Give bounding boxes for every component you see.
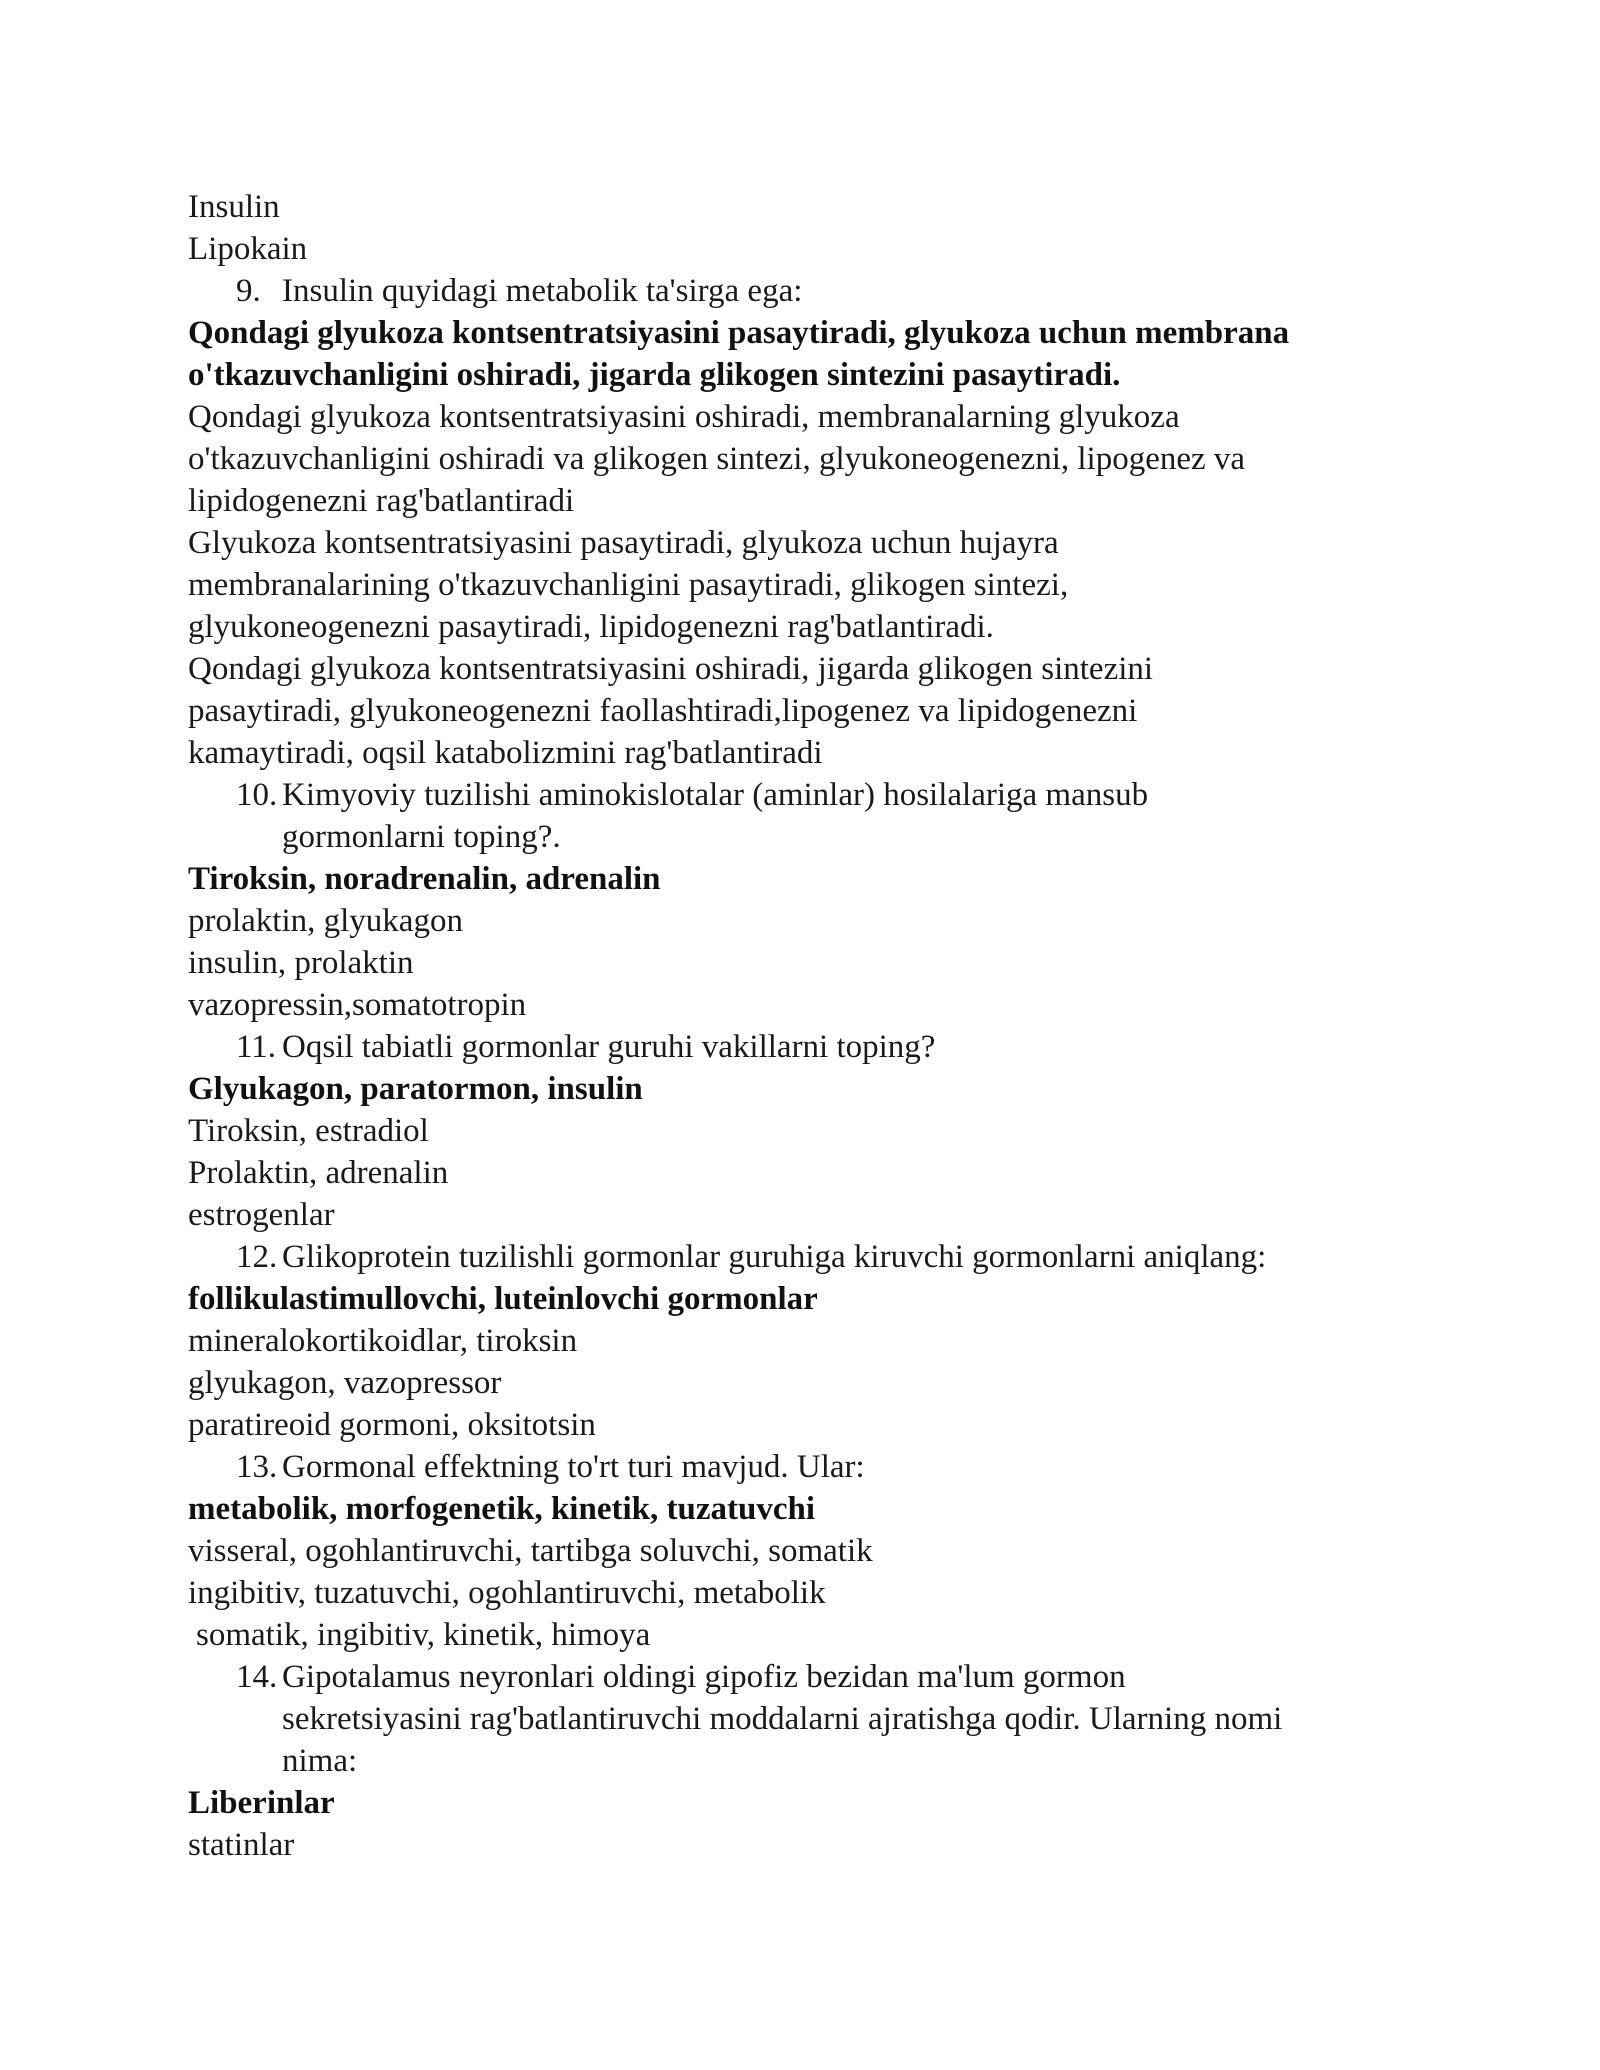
answer-option: membranalarining o'tkazuvchanligini pasaytiradi, glikogen sintezi, [188,567,1069,603]
correct-answer: Glyukagon, paratormon, insulin [188,1071,643,1107]
question-10 [188,774,1438,858]
answer-option: Lipokain [188,231,308,267]
question-13 [188,1446,1438,1488]
correct-answer: Liberinlar [188,1785,335,1821]
answer-option: kamaytiradi, oqsil katabolizmini rag'batlantiradi [188,735,823,771]
answer-option: prolaktin, glyukagon [188,903,463,939]
question-number: 11. [236,1029,277,1065]
correct-answer: follikulastimullovchi, luteinlovchi gormonlar [188,1281,818,1317]
question-text: Oqsil tabiatli gormonlar guruhi vakillarni toping? [282,1029,936,1065]
question-number: 9. [236,273,261,309]
answer-option: ingibitiv, tuzatuvchi, ogohlantiruvchi, metabolik [188,1575,826,1611]
answer-option: Qondagi glyukoza kontsentratsiyasini oshiradi, membranalarning glyukoza [188,399,1180,435]
question-14 [188,1656,1438,1782]
answer-option: Glyukoza kontsentratsiyasini pasaytiradi, glyukoza uchun hujayra [188,525,1059,561]
answer-option: glyukagon, vazopressor [188,1365,502,1401]
answer-option: lipidogenezni rag'batlantiradi [188,483,575,519]
answer-option: o'tkazuvchanligini oshiradi va glikogen sintezi, glyukoneogenezni, lipogenez va [188,441,1246,477]
answer-option: somatik, ingibitiv, kinetik, himoya [196,1617,651,1653]
answer-option: paratireoid gormoni, oksitotsin [188,1407,596,1443]
document-page [188,186,1438,1866]
correct-answer: o'tkazuvchanligini oshiradi, jigarda glikogen sintezini pasaytiradi. [188,357,1121,393]
question-text: Gormonal effektning to'rt turi mavjud. Ular: [282,1449,865,1485]
answer-option: estrogenlar [188,1197,335,1233]
question-number: 14. [236,1659,278,1695]
correct-answer: Tiroksin, noradrenalin, adrenalin [188,861,661,897]
answer-option: pasaytiradi, glyukoneogenezni faollashtiradi,lipogenez va lipidogenezni [188,693,1138,729]
answer-option: visseral, ogohlantiruvchi, tartibga soluvchi, somatik [188,1533,873,1569]
answer-option: Qondagi glyukoza kontsentratsiyasini oshiradi, jigarda glikogen sintezini [188,651,1154,687]
correct-answer: Qondagi glyukoza kontsentratsiyasini pasaytiradi, glyukoza uchun membrana [188,315,1290,351]
question-text: Insulin quyidagi metabolik ta'sirga ega: [282,273,803,309]
question-11 [188,1026,1438,1068]
answer-option: statinlar [188,1827,295,1863]
answer-option: vazopressin,somatotropin [188,987,527,1023]
answer-option: mineralokortikoidlar, tiroksin [188,1323,578,1359]
answer-option: insulin, prolaktin [188,945,414,981]
question-9 [188,270,1438,312]
answer-option: Tiroksin, estradiol [188,1113,429,1149]
question-number: 12. [236,1239,278,1275]
question-number: 10. [236,777,278,813]
answer-option: Insulin [188,189,280,225]
question-text: Kimyoviy tuzilishi aminokislotalar (aminlar) hosilalariga mansub gormonlarni toping?. [282,777,1149,855]
question-text: Gipotalamus neyronlari oldingi gipofiz bezidan ma'lum gormon sekretsiyasini rag'batlantiruvchi moddalarni ajratishga qodir. Ularning nomi nima: [282,1659,1283,1779]
question-12 [188,1236,1438,1278]
question-number: 13. [236,1449,278,1485]
question-text: Glikoprotein tuzilishli gormonlar guruhiga kiruvchi gormonlarni aniqlang: [282,1239,1267,1275]
correct-answer: metabolik, morfogenetik, kinetik, tuzatuvchi [188,1491,815,1527]
answer-option: glyukoneogenezni pasaytiradi, lipidogenezni rag'batlantiradi. [188,609,994,645]
answer-option: Prolaktin, adrenalin [188,1155,449,1191]
